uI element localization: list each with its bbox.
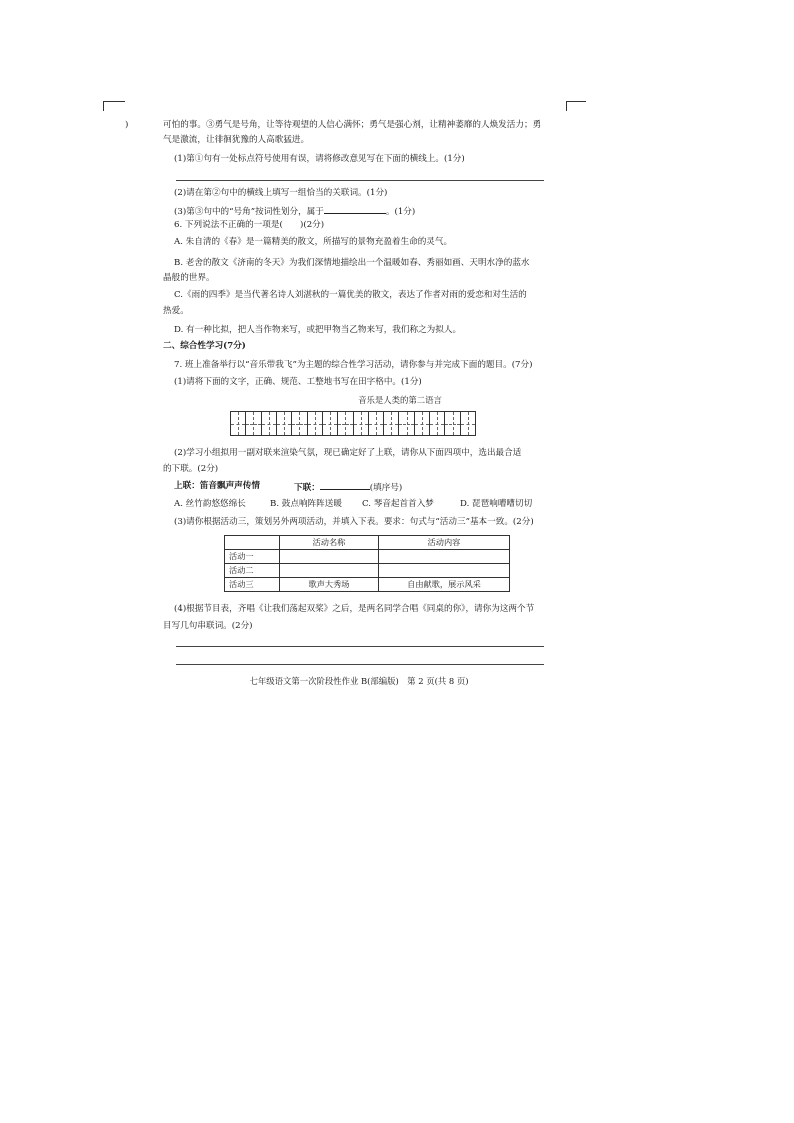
table-cell: 自由献歌，展示风采 [379,578,510,592]
q7-sub1: (1)请将下面的文字，正确、规范、工整地书写在田字格中。(1分) [174,377,422,387]
table-cell[interactable] [379,564,510,578]
text-line-1: 可怕的事。③勇气是号角，让等待观望的人信心满怀；勇气是强心剂，让精神萎靡的人焕发活力；勇 [163,120,542,130]
couplet-upper: 上联：笛音飘声声传情 [174,481,260,491]
tian-zi-cell[interactable] [338,412,353,435]
q6-option-b-line2: 晶般的世界。 [163,273,215,283]
crop-mark-top-left [103,101,104,111]
q7-stem: 7. 班上准备举行以“音乐带我飞”为主题的综合性学习活动，请你参与并完成下面的题目。(7分) [174,360,533,370]
section-2-heading: 二、综合性学习(7分) [163,341,246,351]
text-line-2: 气是激流，让徘徊犹豫的人高歌猛进。 [163,135,310,145]
table-row [225,564,510,578]
table-row [225,550,510,564]
option-c: C. 琴音起首首入梦 [362,499,434,509]
couplet-lower-label: 下联： [294,483,320,493]
crop-mark-top-right-h [566,101,586,102]
q6-option-b-line1: B. 老舍的散文《济南的冬天》为我们深情地描绘出一个温暖如春、秀丽如画、天明水净的蓝水 [174,258,530,268]
activity-table [224,535,510,592]
answer-line-q5-1 [176,180,544,181]
table-cell: 活动一 [225,550,280,564]
option-a: A. 丝竹韵悠悠绵长 [174,499,246,509]
option-d: D. 琵琶响嘈嘈切切 [460,499,533,509]
tian-zi-cell[interactable] [384,412,399,435]
tian-zi-cell[interactable] [354,412,369,435]
q5-sub1: (1)第①句有一处标点符号使用有误，请将修改意见写在下面的横线上。(1分) [174,154,465,164]
q7-sub4-line1: (4)根据节目表，齐唱《让我们荡起双桨》之后，是两名同学合唱《同桌的你》，请你为这两个节 [174,604,535,614]
page-footer: 七年级语文第一次阶段性作业 B(部编版) 第 2 页(共 8 页) [249,676,469,686]
table-cell: 活动三 [225,578,280,592]
q6-option-c-line1: C.《雨的四季》是当代著名诗人刘湛秋的一篇优美的散文，表达了作者对雨的爱恋和对生活的 [174,290,527,300]
couplet-blank[interactable] [320,481,370,490]
q5-sub3-blank [324,205,386,214]
table-header-cell [225,536,280,550]
tian-zi-cell[interactable] [231,412,246,435]
tian-zi-cell[interactable] [246,412,261,435]
tian-zi-cell[interactable] [323,412,338,435]
table-cell[interactable] [379,550,510,564]
table-header-row [225,536,510,550]
q6-option-a: A. 朱自清的《春》是一篇精美的散文，所描写的景物充盈着生命的灵气。 [174,237,453,247]
table-cell[interactable] [280,564,379,578]
table-row [225,578,510,592]
grid-copy-text: 音乐是人类的第二语言 [358,395,442,405]
crop-mark-top-left-h [103,101,125,102]
table-cell: 歌声大秀场 [280,578,379,592]
crop-mark-top-right [566,101,567,111]
q7-sub2-line2: 的下联。(2分) [163,464,219,474]
tian-zi-cell[interactable] [369,412,384,435]
couplet-note: (填序号) [369,483,403,493]
q6-option-c-line2: 热爱。 [163,306,189,316]
side-mark: ) [125,120,129,130]
q7-sub4-line2: 目写几句串联词。(2分) [163,621,253,631]
q5-sub3-suffix: 。(1分) [385,207,416,217]
option-b: B. 鼓点响阵阵送暖 [270,499,342,509]
q7-sub2-line1: (2)学习小组拟用一副对联来渲染气氛，现已确定好了上联，请你从下面四项中，选出最合适 [174,448,522,458]
tian-zi-cell[interactable] [292,412,307,435]
tian-zi-cell[interactable] [445,412,460,435]
tian-zi-cell[interactable] [430,412,445,435]
q5-sub3-prefix: (3)第③句中的“号角”按词性划分，属于 [174,207,324,217]
q7-sub3: (3)请你根据活动三，策划另外两项活动，并填入下表。要求：句式与“活动三”基本一致。(2分) [174,517,534,527]
q6-stem: 6. 下列说法不正确的一项是( )(2分) [174,220,325,230]
q6-option-d: D. 有一种比拟，把人当作物来写，或把甲物当乙物来写，我们称之为拟人。 [174,325,462,335]
tian-zi-cell[interactable] [262,412,277,435]
couplet-lower [294,481,402,494]
tian-zi-cell[interactable] [399,412,414,435]
table-cell: 活动二 [225,564,280,578]
tian-zi-cell[interactable] [461,412,475,435]
table-header-cell: 活动内容 [379,536,510,550]
answer-line-q7-4a [176,646,544,647]
tian-zi-cell[interactable] [277,412,292,435]
table-cell[interactable] [280,550,379,564]
tian-zi-cell[interactable] [415,412,430,435]
q5-sub3 [174,205,415,218]
tian-zi-cell[interactable] [308,412,323,435]
q5-sub2: (2)请在第②句中的横线上填写一组恰当的关联词。(1分) [174,188,388,198]
table-header-cell: 活动名称 [280,536,379,550]
tian-zi-grid[interactable] [230,411,476,436]
answer-line-q7-4b [176,664,544,665]
